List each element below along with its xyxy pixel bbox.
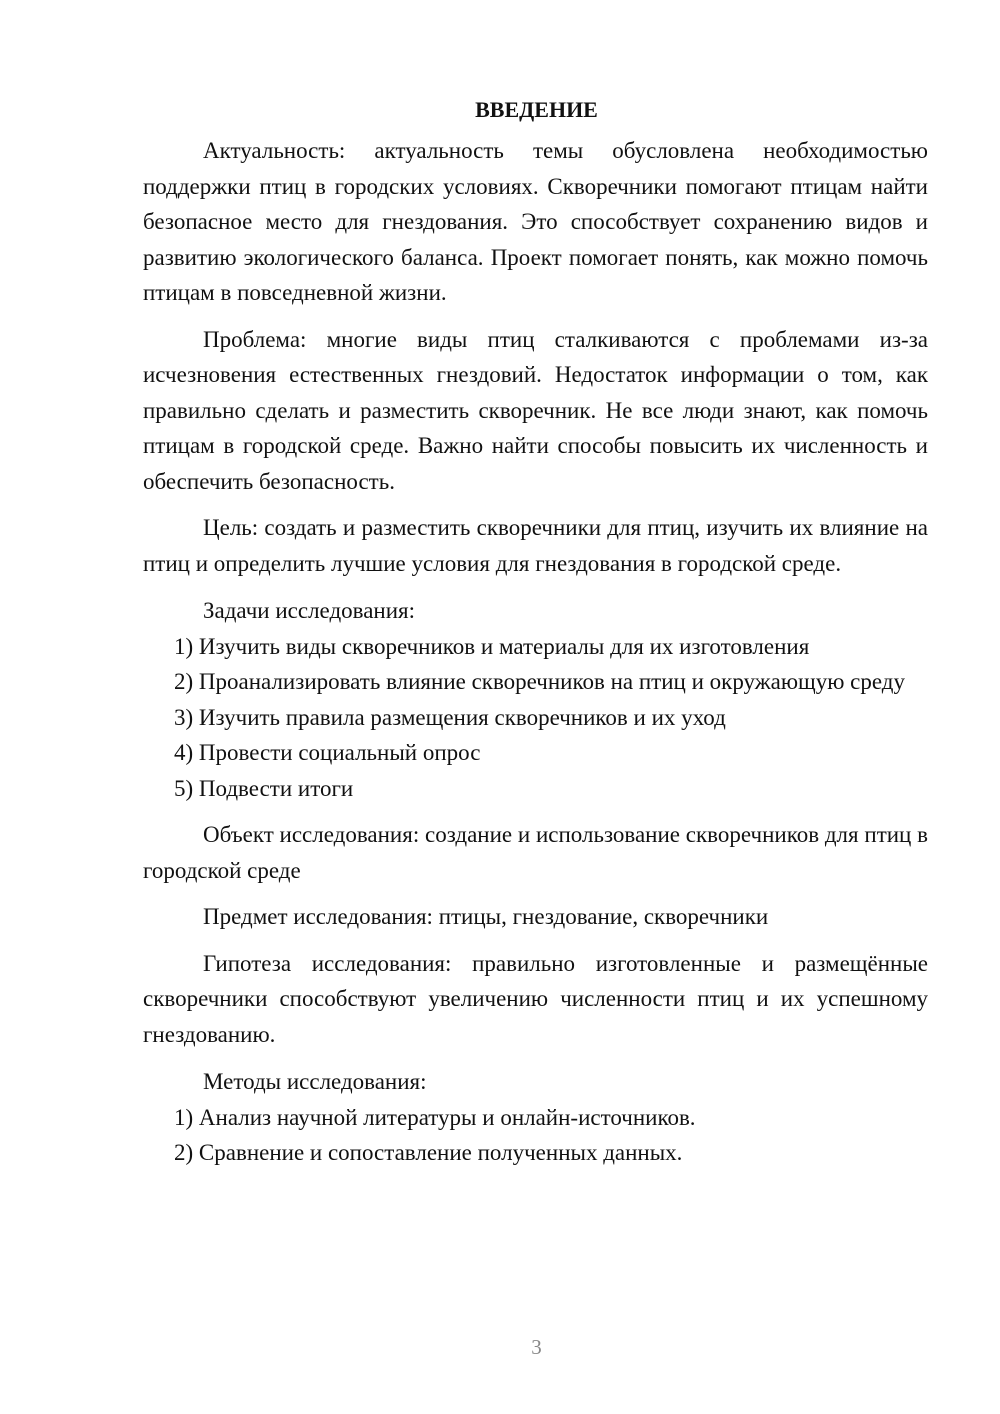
tasks-heading: Задачи исследования: (203, 598, 416, 623)
task-item: 5) Подвести итоги (174, 775, 354, 801)
methods-heading: Методы исследования: (203, 1069, 427, 1094)
tasks-list (143, 629, 928, 807)
goal-paragraph: Цель: создать и разместить скворечники для птиц, изучить их влияние на птиц и определить лучшие условия для гнездования в городской среде. (143, 515, 928, 576)
method-item: 1) Анализ научной литературы и онлайн-источников. (174, 1104, 696, 1130)
task-item: 3) Изучить правила размещения скворечников и их уход (174, 704, 726, 730)
task-item: 4) Провести социальный опрос (174, 740, 481, 765)
hypothesis-paragraph: Гипотеза исследования: правильно изготовленные и размещённые скворечники способствуют увеличению численности птиц и их успешному гнездованию. (143, 950, 928, 1047)
problem-paragraph: Проблема: многие виды птиц сталкиваются с проблемами из-за исчезновения естественных гнездовий. Недостаток информации о том, как правильно сделать и разместить скворечник. Не все люди знают, как помочь птицам в городской среде. Важно найти способы повысить их численность и обеспечить безопасность. (143, 326, 928, 494)
object-paragraph: Объект исследования: создание и использование скворечников для птиц в городской среде (143, 822, 928, 883)
page-content (143, 94, 928, 1171)
subject-paragraph: Предмет исследования: птицы, гнездование, скворечники (203, 904, 769, 929)
method-item: 2) Сравнение и сопоставление полученных данных. (174, 1140, 683, 1165)
relevance-paragraph: Актуальность: актуальность темы обусловлена необходимостью поддержки птиц в городских условиях. Скворечники помогают птицам найти безопасное место для гнездования. Это способствует сохранению видов и развитию экологического баланса. Проект помогает понять, как можно помочь птицам в повседневной жизни. (143, 138, 928, 305)
section-title: ВВЕДЕНИЕ (475, 97, 598, 122)
task-item: 1) Изучить виды скворечников и материалы для их изготовления (174, 633, 810, 659)
page-number: 3 (531, 1335, 542, 1359)
task-item: 2) Проанализировать влияние скворечников на птиц и окружающую среду (174, 669, 905, 694)
methods-list (143, 1100, 928, 1171)
